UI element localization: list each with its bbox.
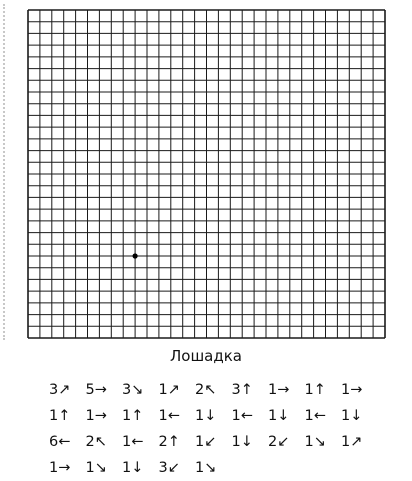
page-title: Лошадка [170,347,242,365]
instruction-step [232,381,269,399]
step-count: 1 [49,460,59,476]
step-count: 3 [49,382,59,398]
start-point-dot [133,253,138,258]
direction-arrow-icon: ↓ [240,434,253,450]
direction-arrow-icon: ↘ [131,382,144,398]
instruction-step [341,433,378,451]
step-count: 1 [304,408,314,424]
step-count: 2 [85,434,95,450]
instruction-step [86,407,123,425]
instruction-step [268,407,305,425]
instruction-step [122,381,159,399]
instruction-step [159,407,196,425]
step-count: 1 [85,408,95,424]
step-count: 1 [122,408,132,424]
direction-arrow-icon: ← [131,434,144,450]
step-count: 3 [158,460,168,476]
direction-arrow-icon: ← [58,434,71,450]
instruction-step [305,407,342,425]
step-count: 1 [341,408,351,424]
step-count: 1 [85,460,95,476]
instruction-row [49,455,389,481]
direction-arrow-icon: ↗ [167,382,180,398]
instruction-step [195,459,232,477]
direction-arrow-icon: → [94,382,107,398]
instruction-step [86,381,123,399]
step-count: 1 [195,460,205,476]
direction-arrow-icon: ↑ [167,434,180,450]
step-count: 1 [341,382,351,398]
step-count: 1 [268,382,278,398]
direction-arrow-icon: ↑ [131,408,144,424]
direction-arrow-icon: ↖ [204,382,217,398]
direction-arrow-icon: ← [240,408,253,424]
direction-arrow-icon: → [277,382,290,398]
instruction-step [268,381,305,399]
direction-arrow-icon: ↓ [131,460,144,476]
direction-arrow-icon: ↗ [350,434,363,450]
direction-arrow-icon: ↑ [313,382,326,398]
step-count: 2 [195,382,205,398]
step-count: 5 [85,382,95,398]
drawing-grid [27,9,386,339]
direction-arrow-icon: ↘ [94,460,107,476]
direction-arrow-icon: → [94,408,107,424]
instruction-step [305,433,342,451]
direction-arrow-icon: → [58,460,71,476]
instruction-step [305,381,342,399]
step-count: 1 [195,434,205,450]
instruction-step [268,433,305,451]
instruction-step [159,433,196,451]
direction-arrow-icon: ↘ [204,460,217,476]
direction-arrow-icon: ↗ [58,382,71,398]
direction-arrow-icon: ↓ [204,408,217,424]
instruction-step [159,459,196,477]
step-count: 1 [341,434,351,450]
direction-arrow-icon: ← [167,408,180,424]
instruction-step [49,381,86,399]
instruction-row [49,377,389,403]
instruction-step [86,433,123,451]
instruction-step [49,459,86,477]
step-count: 1 [195,408,205,424]
direction-arrow-icon: ↙ [204,434,217,450]
instruction-step [86,459,123,477]
step-count: 3 [122,382,132,398]
instruction-step [232,407,269,425]
instruction-step [195,407,232,425]
instruction-row [49,429,389,455]
instruction-step [195,381,232,399]
step-count: 2 [268,434,278,450]
instruction-step [159,381,196,399]
instruction-step [195,433,232,451]
instruction-step [122,433,159,451]
instruction-step [122,459,159,477]
grid-canvas [27,9,386,339]
step-count: 1 [231,408,241,424]
instruction-step [49,407,86,425]
step-count: 1 [122,434,132,450]
instruction-step [49,433,86,451]
direction-arrow-icon: ↑ [58,408,71,424]
step-count: 1 [49,408,59,424]
direction-arrow-icon: ↓ [350,408,363,424]
direction-arrow-icon: ↓ [277,408,290,424]
direction-arrow-icon: ↖ [94,434,107,450]
direction-arrow-icon: ↑ [240,382,253,398]
step-count: 1 [158,408,168,424]
instruction-row [49,403,389,429]
step-count: 1 [231,434,241,450]
step-count: 1 [304,382,314,398]
step-count: 1 [268,408,278,424]
step-count: 1 [304,434,314,450]
step-count: 2 [158,434,168,450]
step-count: 3 [231,382,241,398]
dotted-cut-line [3,4,5,340]
direction-arrow-icon: → [350,382,363,398]
step-count: 1 [122,460,132,476]
direction-arrow-icon: ↙ [277,434,290,450]
step-count: 1 [158,382,168,398]
instruction-step [341,381,378,399]
direction-arrow-icon: ↘ [313,434,326,450]
instruction-steps [49,377,389,481]
step-count: 6 [49,434,59,450]
direction-arrow-icon: ← [313,408,326,424]
instruction-step [122,407,159,425]
instruction-step [232,433,269,451]
instruction-step [341,407,378,425]
direction-arrow-icon: ↙ [167,460,180,476]
